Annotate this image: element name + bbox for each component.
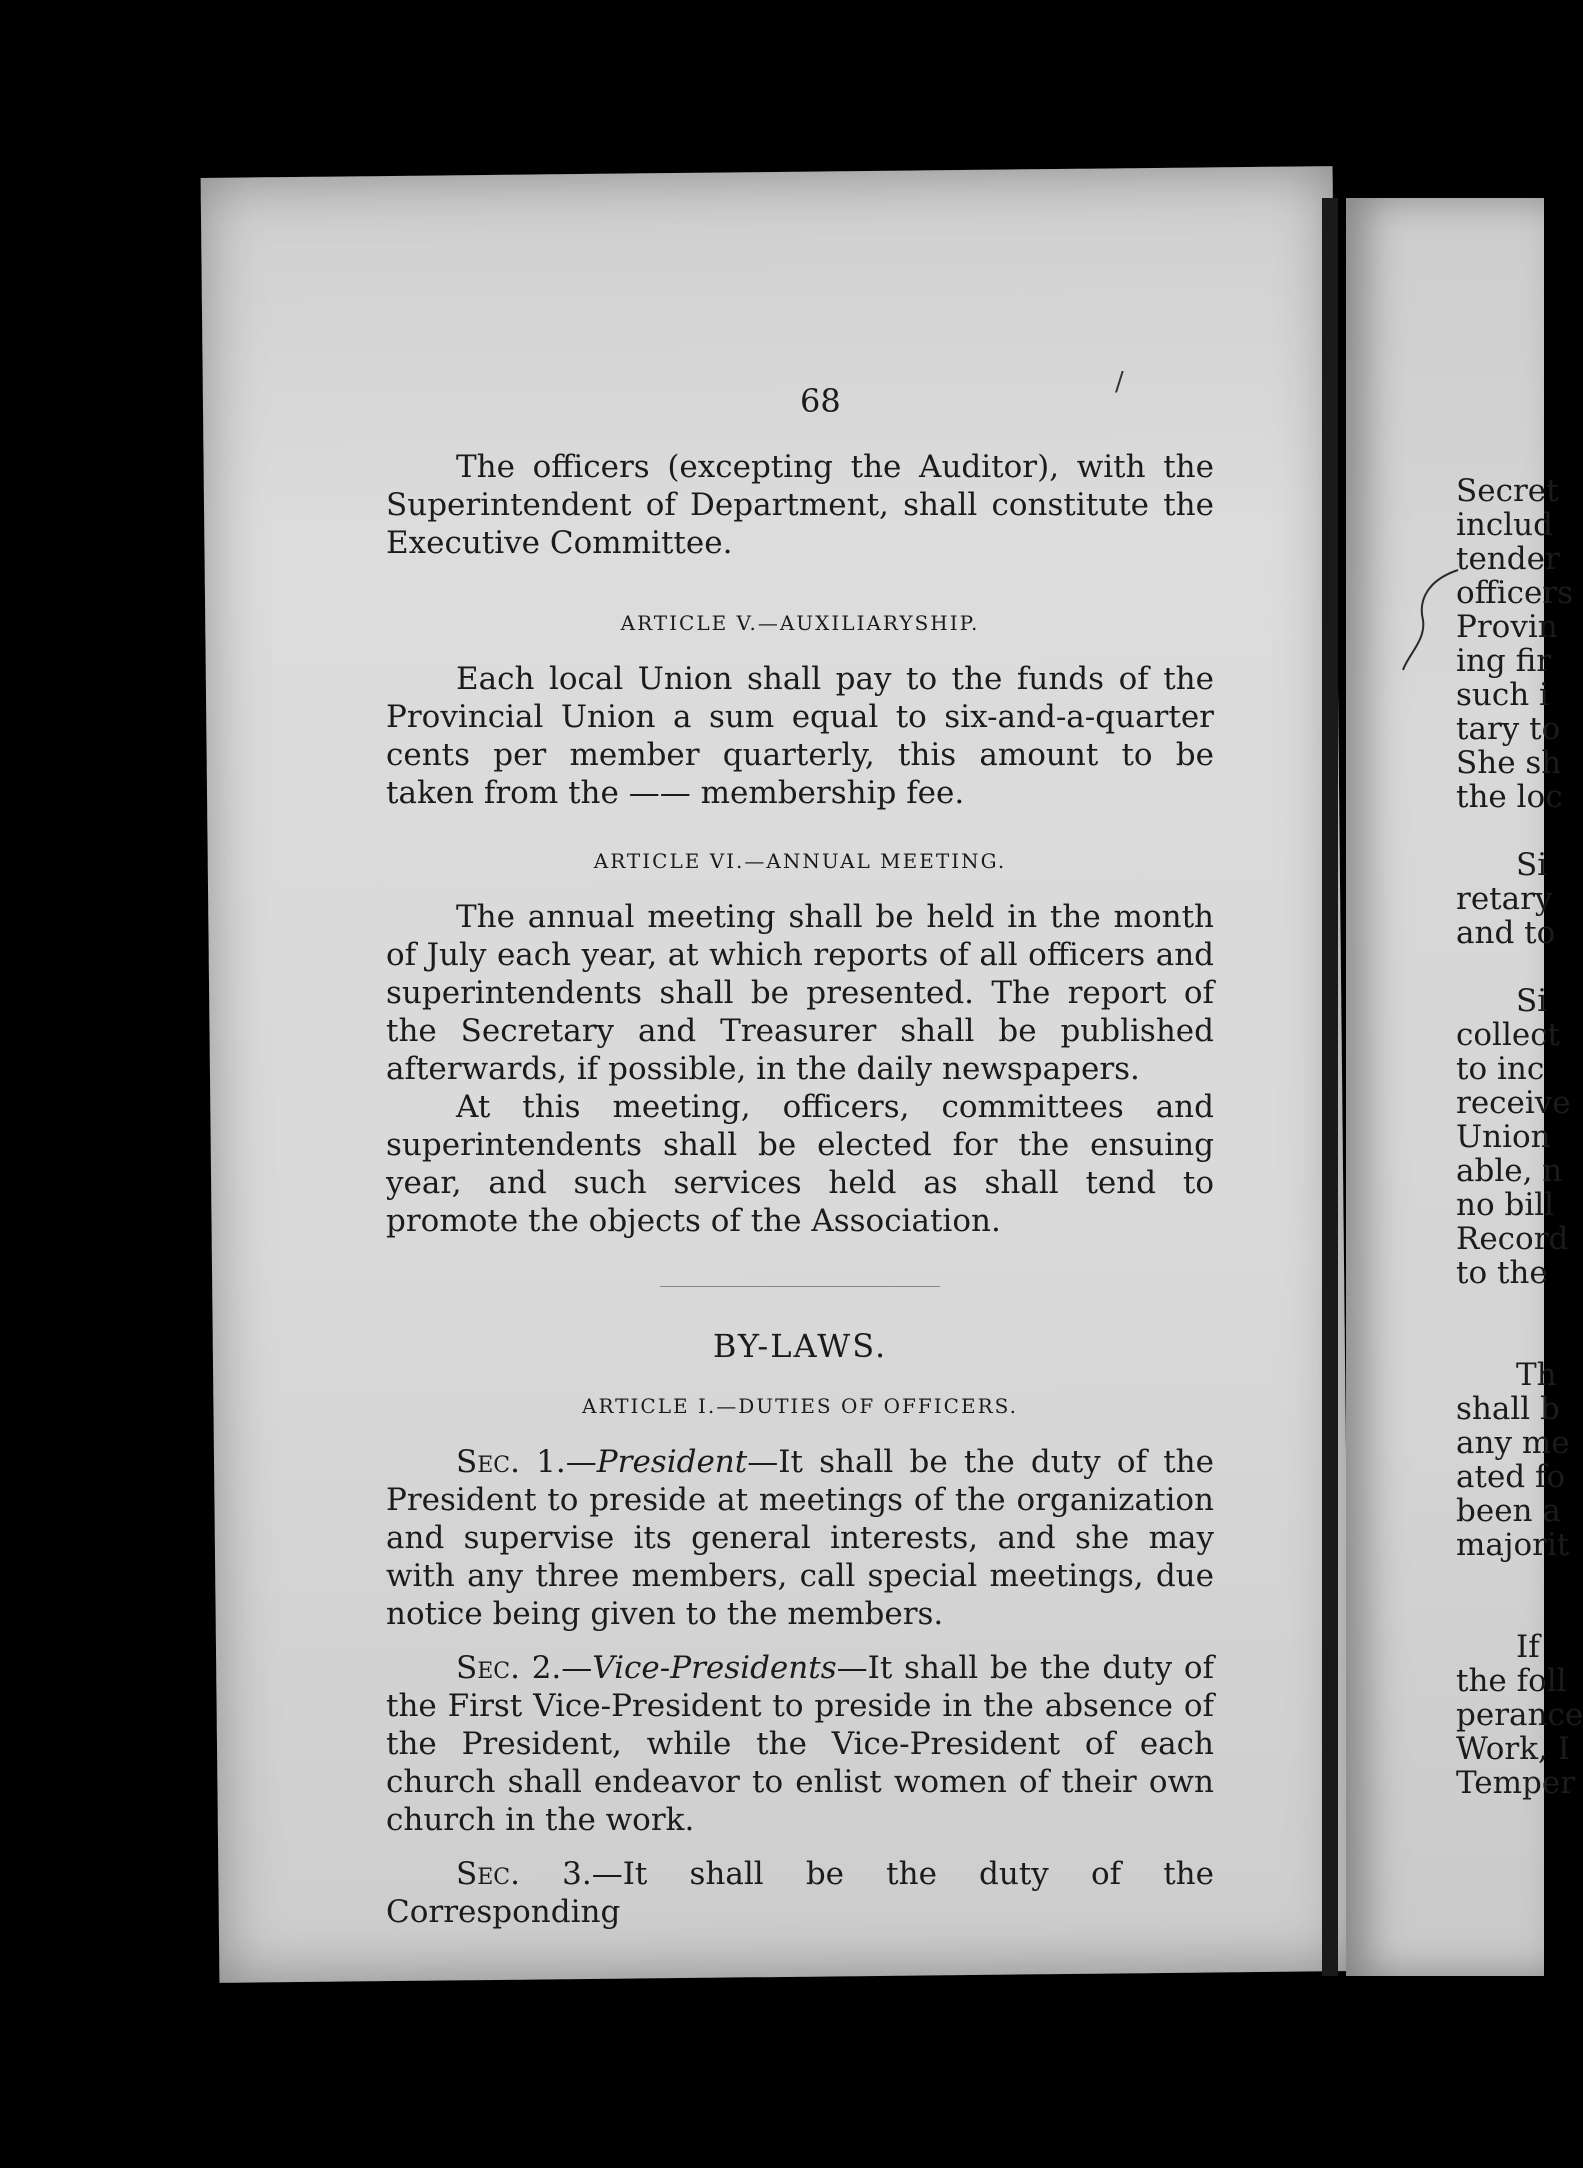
right-page-line: includ (1456, 507, 1553, 543)
right-page-line: Union (1456, 1119, 1551, 1155)
right-page-line: perance (1456, 1697, 1583, 1733)
bylaws-title: BY-LAWS. (712, 1327, 888, 1365)
right-page-line: Secret (1456, 473, 1559, 509)
left-page-text (210, 172, 1342, 1977)
page-number: 68 (800, 382, 841, 420)
sec-2-label: Sec. 2.— (456, 1650, 593, 1686)
article-5-heading: ARTICLE V.—AUXILIARYSHIP. (620, 611, 980, 635)
right-page-line: She sh (1456, 745, 1562, 781)
right-page-line: Provin (1456, 609, 1558, 645)
sec-1 (386, 1443, 1214, 1633)
sec-1-label: Sec. 1.— (456, 1444, 597, 1480)
right-page-line: retary (1456, 881, 1553, 917)
sec-3-label: Sec. 3. (456, 1856, 592, 1892)
right-page-line: Record (1456, 1221, 1569, 1257)
right-page-line: no bill (1456, 1187, 1555, 1223)
sec-2 (386, 1649, 1214, 1839)
right-page-line: collect (1456, 1017, 1561, 1053)
bylaw-article-1-heading: ARTICLE I.—DUTIES OF OFFICERS. (582, 1394, 1018, 1418)
right-page-line: any me (1456, 1425, 1570, 1461)
right-page-line: the foll (1456, 1663, 1567, 1699)
sec-1-text: —It shall be the duty of the President to preside at meetings of the organization and supervise its general interests, and she may with any three members, call special meetings, due notice being given to the members. (386, 1444, 1214, 1632)
right-page-line: shall b (1456, 1391, 1560, 1427)
article-5-text: Each local Union shall pay to the funds of the Provincial Union a sum equal to six-and-a-quarter cents per member quarterly, this amount to be taken from the —— membership fee. (386, 661, 1214, 811)
right-page-line: to the (1456, 1255, 1548, 1291)
sec-3-text: —It shall be the duty of the Corresponding (386, 1856, 1214, 1930)
intro-paragraph: The officers (excepting the Auditor), with the Superintendent of Department, shall constitute the Executive Committee. (386, 449, 1214, 561)
right-page (1346, 198, 1583, 1976)
right-page-line: Temper (1456, 1765, 1576, 1801)
sec-2-title: Vice-Presidents (592, 1650, 837, 1686)
right-page-line: majorit (1456, 1527, 1570, 1563)
right-page-line: Si (1516, 847, 1548, 883)
right-page-line: ated fo (1456, 1459, 1566, 1495)
handwritten-bracket-mark (1398, 560, 1468, 680)
right-page-line: ing fir (1456, 643, 1552, 679)
right-page-line: such i (1456, 677, 1549, 713)
right-page-line: Th (1516, 1357, 1557, 1393)
article-6-text-2: At this meeting, officers, committees and superintendents shall be elected for the ensuing year, and such services held as shall tend to promote the objects of the Association. (386, 1089, 1214, 1239)
article-6-text-1: The annual meeting shall be held in the month of July each year, at which reports of all officers and superintendents shall be presented. The report of the Secretary and Treasurer shall be published afterwards, if possible, in the daily newspapers. (386, 899, 1214, 1087)
main-column (386, 448, 1214, 1931)
section-divider (660, 1286, 940, 1287)
sec-2-text: —It shall be the duty of the First Vice-President to preside in the absence of the President, while the Vice-President of each church shall endeavor to enlist women of their own church in the work. (386, 1650, 1214, 1838)
right-page-line: tender (1456, 541, 1560, 577)
sec-3 (386, 1855, 1214, 1931)
right-page-line: the loc (1456, 779, 1563, 815)
sec-1-title: President (596, 1444, 748, 1480)
right-page-line: Work, I (1456, 1731, 1570, 1767)
right-page-line: and to (1456, 915, 1556, 951)
right-page-line: to inc (1456, 1051, 1545, 1087)
ink-mark: / (1115, 367, 1124, 397)
right-page-line: Si (1516, 983, 1548, 1019)
right-page-line: If (1516, 1629, 1540, 1665)
article-6-heading: ARTICLE VI.—ANNUAL MEETING. (593, 849, 1007, 873)
right-page-line: tary to (1456, 711, 1561, 747)
right-page-line: officers (1456, 575, 1574, 611)
right-page-line: receive (1456, 1085, 1571, 1121)
right-page-line: able, n (1456, 1153, 1563, 1189)
right-page-line: been a (1456, 1493, 1561, 1529)
